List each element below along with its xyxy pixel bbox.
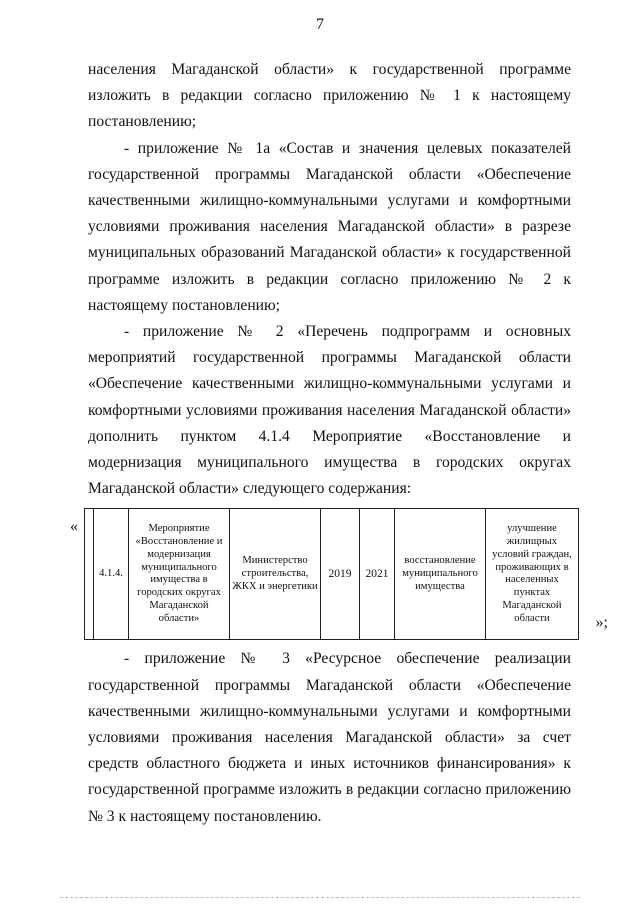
footer-divider <box>60 897 580 898</box>
table-cell-result: улучшение жилищных условий граждан, проживающих в населенных пунктах Магаданской области <box>486 509 579 640</box>
opening-quote: « <box>70 518 78 536</box>
table-cell-direction: восстановление муниципального имущества <box>395 509 486 640</box>
paragraph-appendix-1a: - приложение № 1а «Состав и значения целевых показателей государственной программы Магаданской области «Обеспечение качественными жилищно-коммунальными услугами и комфортными условиями проживания населения Магаданской области» в разрезе муниципальных образований Магаданской области» к государственной программе изложить в редакции согласно приложению № 2 к настоящему постановлению; <box>88 139 571 314</box>
page-number: 7 <box>316 16 324 33</box>
table-cell-year-end: 2021 <box>360 509 395 640</box>
paragraph-appendix-3: - приложение № 3 «Ресурсное обеспечение реализации государственной программы Магаданской области «Обеспечение качественными жилищно-коммунальными услугами и комфортными условиями проживания населения Магаданской области» за счет средств областного бюджета и иных источников финансирования» к государственной программе изложить в редакции согласно приложению № 3 к настоящему постановлению. <box>88 650 571 825</box>
inserted-table-block <box>70 508 608 640</box>
paragraph-appendix-1-continuation: населения Магаданской области» к государственной программе изложить в редакции согласно приложению № 1 к настоящему постановлению; <box>88 61 571 131</box>
table-cell-measure-name: Мероприятие «Восстановление и модернизация муниципального имущества в городских округах Магаданской области» <box>129 509 230 640</box>
measure-table <box>84 508 579 640</box>
table-cell-blank <box>85 509 94 640</box>
table-row <box>85 509 579 640</box>
document-body <box>70 57 608 830</box>
table-cell-year-start: 2019 <box>321 509 360 640</box>
table-cell-executor: Министерство строительства, ЖКХ и энергетики <box>230 509 321 640</box>
table-cell-number: 4.1.4. <box>94 509 129 640</box>
closing-quote: »; <box>595 614 608 632</box>
paragraph-appendix-2: - приложение № 2 «Перечень подпрограмм и основных мероприятий государственной программы Магаданской области «Обеспечение качественными жилищно-коммунальными услугами и комфортными условиями проживания населения Магаданской области» дополнить пунктом 4.1.4 Мероприятие «Восстановление и модернизация муниципального имущества в городских округах Магаданской области» следующего содержания: <box>88 323 571 498</box>
